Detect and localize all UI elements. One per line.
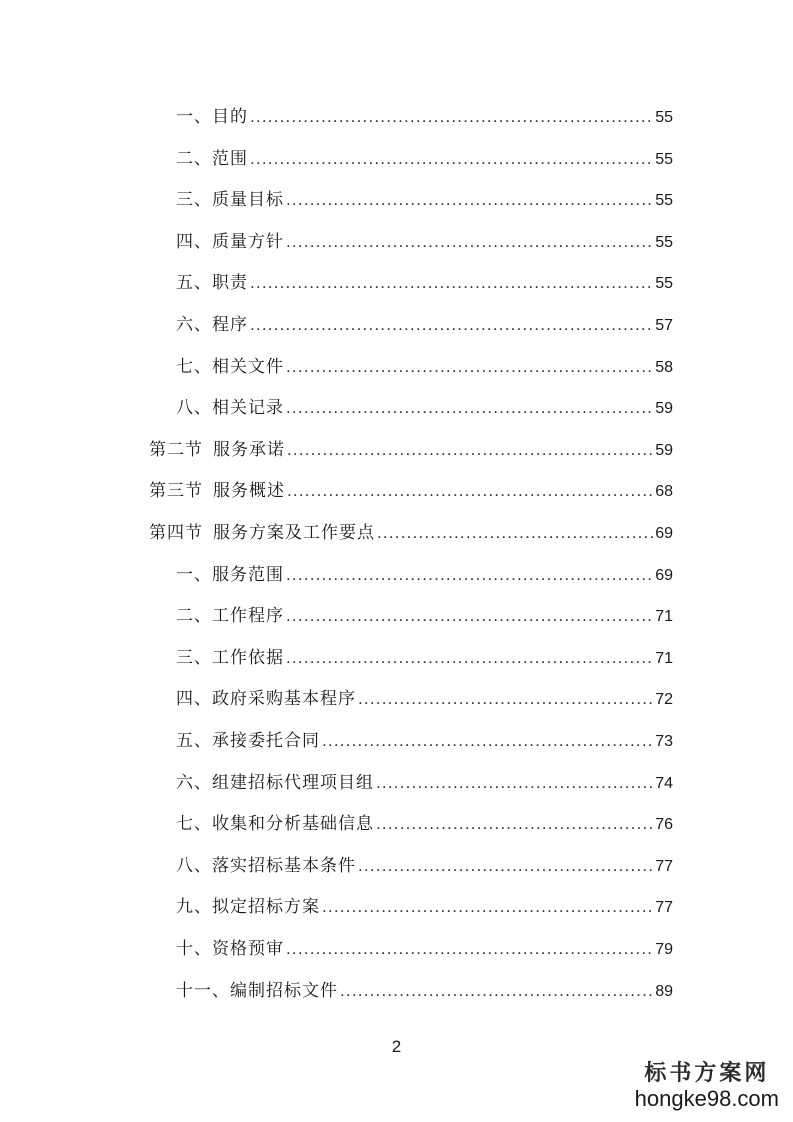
toc-page-number: 59: [655, 400, 673, 417]
toc-entry-label: 一、目的: [176, 107, 248, 127]
toc-leader-dots: [250, 147, 653, 171]
toc-page-number: 89: [655, 983, 673, 1000]
toc-entry[interactable]: [176, 979, 673, 1003]
toc-entry[interactable]: [176, 646, 673, 670]
toc-entry[interactable]: [176, 313, 673, 337]
toc-page-number: 55: [655, 192, 673, 209]
toc-entry[interactable]: [176, 230, 673, 254]
toc-entry-label: 四、质量方针: [176, 232, 284, 252]
toc-leader-dots: [286, 604, 653, 628]
toc-entry[interactable]: [176, 687, 673, 711]
toc-entry[interactable]: [176, 105, 673, 129]
toc-entry-label: 五、承接委托合同: [176, 731, 320, 751]
toc-leader-dots: [340, 979, 653, 1003]
toc-entry-label: 九、拟定招标方案: [176, 897, 320, 917]
toc-entry[interactable]: [176, 271, 673, 295]
toc-entry-label: 十一、编制招标文件: [176, 981, 338, 1001]
toc-entry-label: 三、工作依据: [176, 648, 284, 668]
watermark-site-name: 标书方案网: [644, 1060, 770, 1086]
toc-entry[interactable]: [149, 438, 673, 462]
toc-page-number: 55: [655, 151, 673, 168]
toc-entry-label: 四、政府采购基本程序: [176, 689, 356, 709]
toc-section-number: 第四节: [149, 523, 203, 543]
toc-leader-dots: [286, 355, 653, 379]
toc-section-title: 服务承诺: [213, 440, 285, 460]
toc-page-number: 72: [655, 691, 673, 708]
toc-leader-dots: [287, 438, 653, 462]
toc-entry[interactable]: [176, 895, 673, 919]
toc-entry-label: [149, 479, 285, 503]
toc-page-number: 57: [655, 317, 673, 334]
toc-entry[interactable]: [176, 563, 673, 587]
toc-page-number: 73: [655, 733, 673, 750]
toc-page-number: 59: [655, 442, 673, 459]
toc-entry-label: 五、职责: [176, 273, 248, 293]
toc-leader-dots: [358, 687, 653, 711]
toc-leader-dots: [286, 563, 653, 587]
toc-entry[interactable]: [149, 479, 673, 503]
watermark-logo: [635, 1060, 779, 1112]
toc-leader-dots: [286, 646, 653, 670]
toc-entry[interactable]: [149, 521, 673, 545]
toc-entry-label: 八、相关记录: [176, 398, 284, 418]
toc-leader-dots: [358, 854, 653, 878]
toc-page-number: 55: [655, 275, 673, 292]
toc-leader-dots: [286, 188, 653, 212]
toc-entry[interactable]: [176, 355, 673, 379]
toc-entry[interactable]: [176, 604, 673, 628]
toc-leader-dots: [250, 271, 653, 295]
toc-entry-label: 六、组建招标代理项目组: [176, 773, 374, 793]
toc-page-number: 55: [655, 109, 673, 126]
toc-entry[interactable]: [176, 937, 673, 961]
toc-page-number: 76: [655, 816, 673, 833]
toc-leader-dots: [250, 105, 653, 129]
toc-page-number: 71: [655, 608, 673, 625]
toc-section-number: 第三节: [149, 481, 203, 501]
toc-leader-dots: [376, 771, 653, 795]
toc-page-number: 79: [655, 941, 673, 958]
toc-section-number: 第二节: [149, 440, 203, 460]
page-number: 2: [391, 1037, 402, 1056]
toc-leader-dots: [250, 313, 653, 337]
toc-entry-label: 一、服务范围: [176, 565, 284, 585]
toc-entry-label: 二、工作程序: [176, 606, 284, 626]
toc-entry-label: 七、收集和分析基础信息: [176, 814, 374, 834]
toc-entry-label: [149, 438, 285, 462]
toc-page-number: 71: [655, 650, 673, 667]
toc-leader-dots: [286, 230, 653, 254]
toc-page-number: 69: [655, 525, 673, 542]
toc-page-number: 55: [655, 234, 673, 251]
toc-page-number: 58: [655, 359, 673, 376]
toc-entry-label: 六、程序: [176, 315, 248, 335]
toc-entry[interactable]: [176, 396, 673, 420]
toc-leader-dots: [286, 937, 653, 961]
toc-page-number: 77: [655, 858, 673, 875]
toc-leader-dots: [287, 479, 653, 503]
toc-page-number: 68: [655, 483, 673, 500]
toc-entry-label: [149, 521, 375, 545]
toc-entry-label: 八、落实招标基本条件: [176, 856, 356, 876]
toc-entry-label: 七、相关文件: [176, 357, 284, 377]
toc-section-title: 服务方案及工作要点: [213, 523, 375, 543]
toc-leader-dots: [377, 521, 653, 545]
toc-entry[interactable]: [176, 729, 673, 753]
toc-leader-dots: [322, 729, 653, 753]
toc-leader-dots: [322, 895, 653, 919]
toc-page-number: 69: [655, 567, 673, 584]
toc-entry-label: 二、范围: [176, 149, 248, 169]
toc-entry[interactable]: [176, 188, 673, 212]
toc-entry[interactable]: [176, 147, 673, 171]
watermark-url: hongke98.com: [634, 1086, 779, 1111]
toc-page-number: 74: [655, 775, 673, 792]
toc-leader-dots: [376, 812, 653, 836]
toc-page-number: 77: [655, 899, 673, 916]
toc-entry-label: 十、资格预审: [176, 939, 284, 959]
toc-entry-label: 三、质量目标: [176, 190, 284, 210]
toc-leader-dots: [286, 396, 653, 420]
toc-entry[interactable]: [176, 771, 673, 795]
toc-entry[interactable]: [176, 812, 673, 836]
toc-entry[interactable]: [176, 854, 673, 878]
toc-section-title: 服务概述: [213, 481, 285, 501]
